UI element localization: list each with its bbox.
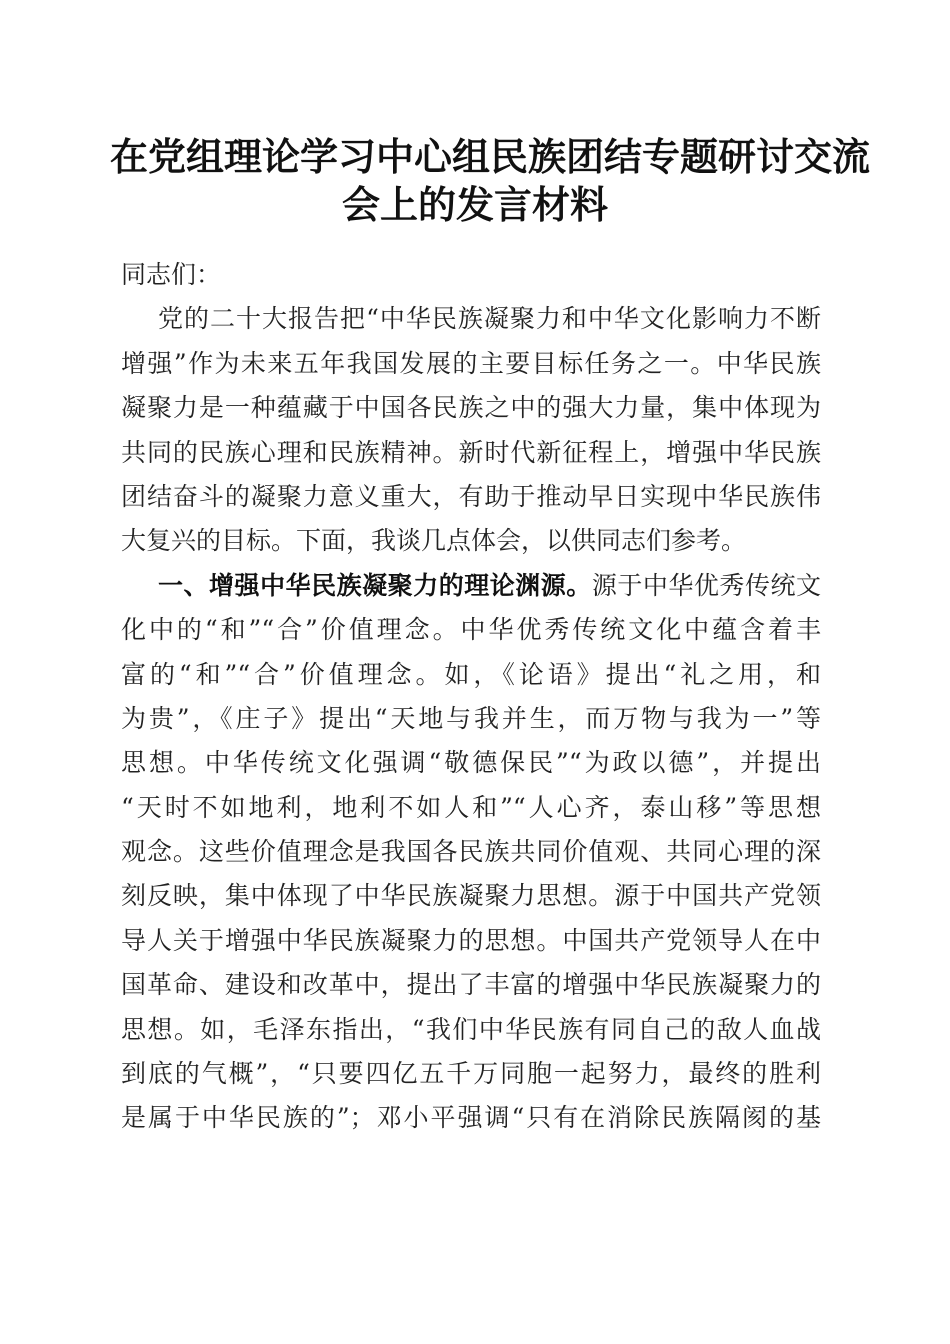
salutation: 同志们：	[121, 260, 222, 289]
paragraph-line: 团结奋斗的凝聚力意义重大，有助于推动早日实现中华民族伟	[121, 481, 821, 511]
paragraph-line: 观念。这些价值理念是我国各民族共同价值观、共同心理的深	[121, 837, 821, 867]
paragraph-intro	[121, 297, 821, 563]
paragraph-line: 化中的“和”“合”价值理念。中华优秀传统文化中蕴含着丰	[121, 615, 821, 645]
paragraph-line: 思想。中华传统文化强调“敬德保民”“为政以德”，并提出	[121, 748, 821, 778]
section-1-first-line	[121, 564, 821, 608]
paragraph-line: 共同的民族心理和民族精神。新时代新征程上，增强中华民族	[121, 437, 821, 467]
paragraph-line: 凝聚力是一种蕴藏于中国各民族之中的强大力量，集中体现为	[121, 393, 821, 423]
paragraph-line: 富的“和”“合”价值理念。如，《论语》提出“礼之用，和	[121, 659, 821, 689]
section-heading: 一、增强中华民族凝聚力的理论渊源。	[158, 570, 592, 600]
paragraph-line: 是属于中华民族的”；邓小平强调“只有在消除民族隔阂的基	[121, 1103, 821, 1133]
paragraph-line: “天时不如地利，地利不如人和”“人心齐，泰山移”等思想	[121, 792, 821, 822]
paragraph-line: 增强”作为未来五年我国发展的主要目标任务之一。中华民族	[121, 348, 821, 378]
paragraph-line: 为贵”，《庄子》提出“天地与我并生，而万物与我为一”等	[121, 703, 821, 733]
paragraph-line: 国革命、建设和改革中，提出了丰富的增强中华民族凝聚力的	[121, 970, 821, 1000]
document-title	[110, 133, 871, 229]
document-body	[121, 253, 821, 1141]
section-1	[121, 564, 821, 1141]
paragraph-line: 到底的气概”，“只要四亿五千万同胞一起努力，最终的胜利	[121, 1059, 821, 1089]
paragraph-line: 大复兴的目标。下面，我谈几点体会，以供同志们参考。	[121, 526, 747, 556]
section-1-text: 源于中华优秀传统文	[591, 570, 821, 600]
paragraph-line: 刻反映，集中体现了中华民族凝聚力思想。源于中国共产党领	[121, 881, 821, 911]
title-line-1: 在党组理论学习中心组民族团结专题研讨交流	[110, 134, 871, 179]
title-line-2: 会上的发言材料	[341, 182, 608, 227]
paragraph-line: 思想。如，毛泽东指出，“我们中华民族有同自己的敌人血战	[121, 1014, 821, 1044]
paragraph-line: 导人关于增强中华民族凝聚力的思想。中国共产党领导人在中	[121, 925, 821, 955]
paragraph-line: 党的二十大报告把“中华民族凝聚力和中华文化影响力不断	[158, 304, 821, 334]
